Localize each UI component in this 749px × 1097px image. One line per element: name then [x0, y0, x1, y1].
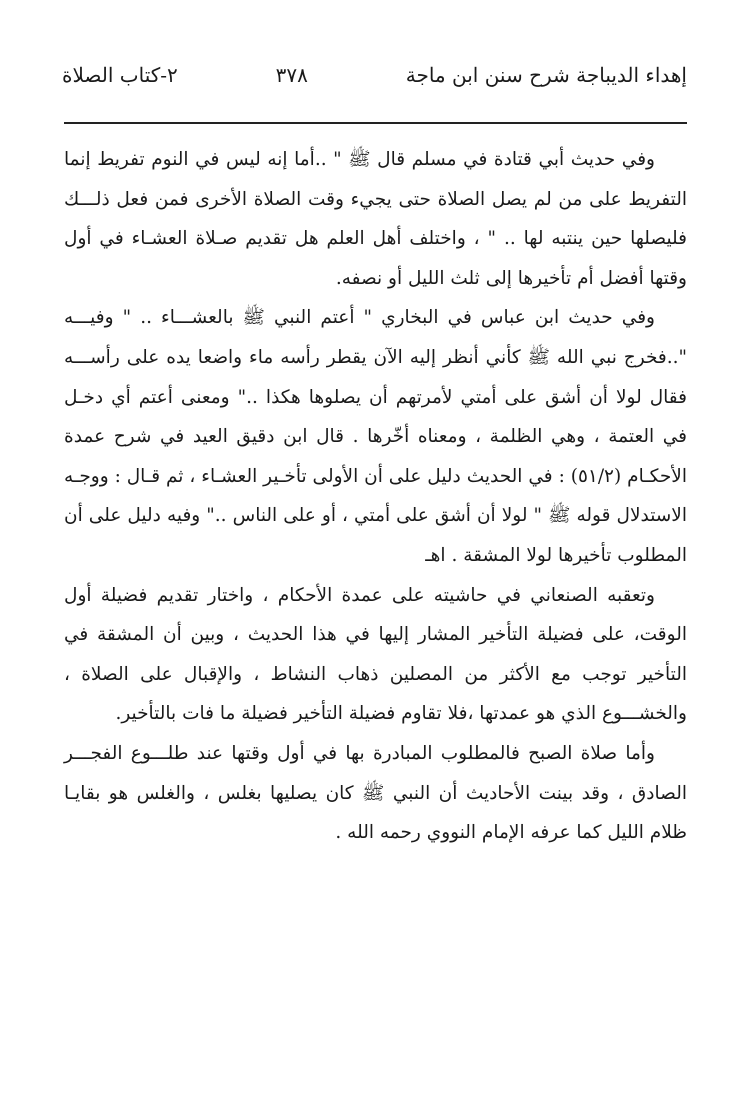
- paragraph: وأما صلاة الصبح فالمطلوب المبادرة بها في أول وقتها عند طلـــوع الفجـــر الصادق ، وقد بينت الأحاديث أن النبي ﷺ كان يصليها بغلس ، والغلس هو بقايـا ظلام الليل كما عرفه الإمام النووي رحمه الله .: [64, 742, 687, 844]
- page-number: ٣٧٨: [275, 63, 308, 87]
- chapter-title: ٢-كتاب الصلاة: [62, 63, 178, 87]
- running-header: [62, 60, 687, 90]
- paragraph: وتعقبه الصنعاني في حاشيته على عمدة الأحكام ، واختار تقديم فضيلة أول الوقت، على فضيلة التأخير المشار إليها في هذا الحديث ، وبين أن المشقة في التأخير توجب مع الأكثر من المصلين ذهاب النشاط ، والإقبال على الصلاة ، والخشـــوع الذي هو عمدتها ،فلا تقاوم فضيلة التأخير فضيلة ما فات بالتأخير.: [64, 584, 687, 725]
- paragraph: وفي حديث ابن عباس في البخاري " أعتم النبي ﷺ بالعشـــاء .. " وفيـــه "..فخرج نبي الله ﷺ كأني أنظر إليه الآن يقطر رأسه ماء واضعا يده على رأســـه فقال لولا أن أشق على أمتي لأمرتهم أن يصلوها هكذا .." ومعنى أعتم أي دخـل في العتمة ، وهي الظلمة ، ومعناه أخّرها . قال ابن دقيق العيد في شرح عمدة الأحكـام (٥١/٢) : في الحديث دليل على أن الأولى تأخـير العشـاء ، ثم قـال : ووجـه الاستدلال قوله ﷺ " لولا أن أشق على أمتي ، أو على الناس .." وفيه دليل على أن المطلوب تأخيرها لولا المشقة . اهـ: [64, 307, 687, 566]
- body-text: [64, 140, 687, 853]
- book-title: إهداء الديباجة شرح سنن ابن ماجة: [405, 63, 687, 87]
- header-divider: [64, 122, 687, 124]
- paragraph: وفي حديث أبي قتادة في مسلم قال ﷺ " ..أما إنه ليس في النوم تفريط إنما التفريط على من لم يصل الصلاة حتى يجيء وقت الصلاة الأخرى فمن فعل ذلـــك فليصلها حين ينتبه لها .. " ، واختلف أهل العلم هل تقديم صـلاة العشـاء في أول وقتها أفضل أم تأخيرها إلى ثلث الليل أو نصفه.: [64, 149, 687, 289]
